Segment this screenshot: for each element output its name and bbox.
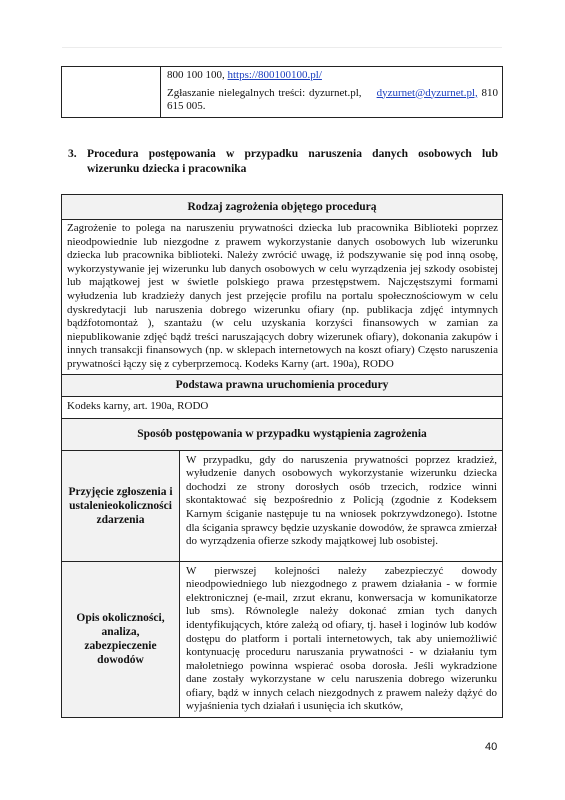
contact-table-cell <box>161 67 503 118</box>
report-email-link[interactable]: dyzurnet@dyzurnet.pl, <box>376 86 478 99</box>
section-heading <box>68 147 498 177</box>
phone-line <box>167 69 498 83</box>
row-label-report: Przyjęcie zgłoszenia i ustaleniеokoliczności zdarzenia <box>62 450 180 561</box>
report-text: Zgłaszanie nielegalnych treści: dyzurnet.pl, <box>167 86 362 99</box>
action-header: Sposób postępowania w przypadku wystąpienia zagrożenia <box>62 418 503 450</box>
phone-number: 800 100 100, <box>167 69 225 81</box>
contact-table-empty-cell <box>62 67 161 118</box>
header-rule <box>62 47 502 48</box>
row-text-evidence: W pierwszej kolejności należy zabezpieczyć dowody nieodpowiedniego lub niezgodnego z prawem działania - w formie elektronicznej (e-mail, zrzut ekranu, konwersacja w komunikatorze lub sms). Równolegle należy dokonać zmian tych danych identyfikujących, które zależą od ofiary, tj. haseł i loginów lub kodów dostępu do platform i portali internetowych, tak aby uniemożliwić kontynuację proceduru naruszania prywatności - w działaniu tym małoletniego powinna wspierać osoba dorosła. Jeśli wykradzione dane zostały wykorzystane w celu naruszenia dobrego wizerunku ofiary, bądź w innych celach niezgodnych z prawem należy dążyć do wyjaśnienia tych działań i usunięcia ich skutków, <box>180 561 503 718</box>
legal-basis-header: Podstawa prawna uruchomienia procedury <box>62 374 503 396</box>
procedure-table <box>61 194 503 718</box>
threat-description: Zagrożenie to polega na naruszeniu prywatności dziecka lub pracownika Biblioteki poprzez nieodpowiednie lub niezgodne z prawem wykorzystanie danych osobowych lub wizerunku dziecka lub pracownika biblioteki. Należy zwrócić uwagę, iż podszywanie się pod inną osobę, wykorzystywanie jej wizerunku lub danych osobowych w celu wyrządzenia jej szkody osobistej lub majątkowej jest w świetle polskiego prawa przestępstwem. Najczęstszymi formami wyłudzenia lub kradzieży danych jest przejęcie profilu na portalu społecznościowym w celu dyskredytacji lub naruszenia dobrego wizerunku ofiary (np. publikacja zdjęć intymnych bądźfotomontaż ), szantażu (w celu uzyskania korzyści finansowych w zamian za niepublikowanie zdjęć bądź treści naruszających dobry wizerunek ofiary), dokonania zakupów i innych transakcji finansowych (np. w sklepach internetowych na koszt ofiary) Często naruszenia prywatności łączy się z cyberprzemocą. Kodeks Karny (art. 190a), RODO <box>62 220 503 375</box>
report-phone: 810 615 005. <box>167 86 499 112</box>
threat-header: Rodzaj zagrożenia objętego procedurą <box>62 195 503 220</box>
row-label-evidence: Opis okoliczności, analiza, zabezpieczenie dowodów <box>62 561 180 718</box>
report-line <box>167 87 498 114</box>
row-text-report: W przypadku, gdy do naruszenia prywatności poprzez kradzież, wyłudzenie danych osobowych wykorzystanie wizerunku dziecka dochodzi ze strony dorosłych osób trzecich, rodzice winni skontaktować się bezpośrednio z Policją (zgodnie z Kodeksem Karnym ściganie następuje tu na wniosek pokrzywdzonego). Istotne dla ścigania sprawcy będzie uzyskanie dowodów, że sprawca zmierzał do wyrządzenia ofierze szkody majątkowej lub osobistej. <box>180 450 503 561</box>
section-title: Procedura postępowania w przypadku naruszenia danych osobowych lub wizerunku dziecka i pracownika <box>87 148 498 175</box>
contact-table <box>61 66 503 118</box>
phone-link[interactable]: https://800100100.pl/ <box>227 69 322 81</box>
page-number: 40 <box>485 741 498 753</box>
section-number: 3. <box>68 148 77 160</box>
legal-basis-text: Kodeks karny, art. 190a, RODO <box>62 396 503 418</box>
